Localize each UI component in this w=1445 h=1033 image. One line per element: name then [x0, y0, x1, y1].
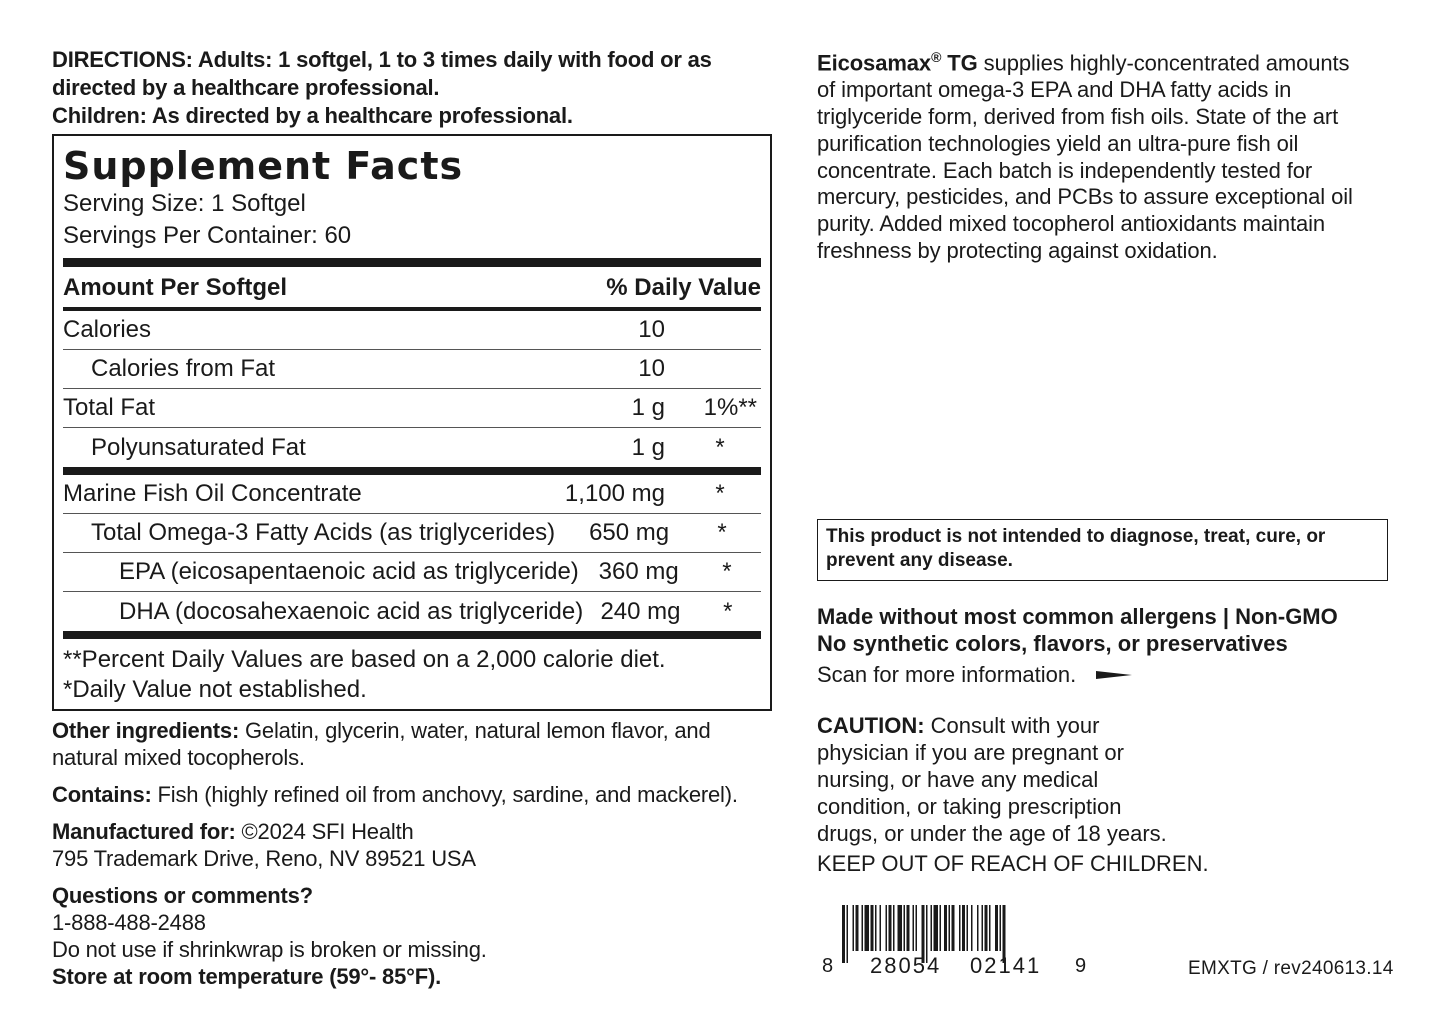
barcode-right-digit: 9 [1075, 955, 1087, 977]
barcode-bar [995, 905, 998, 951]
allergen-line: No synthetic colors, flavors, or preservatives [817, 631, 1288, 656]
nutrient-name: Calories from Fat [91, 355, 276, 382]
description-line: mercury, pesticides, and PCBs to assure exceptional oil [817, 184, 1353, 210]
scan-prompt [817, 661, 1132, 688]
nutrient-dv: 1%** [703, 394, 757, 421]
barcode-bar [865, 905, 870, 951]
thick-divider [63, 258, 761, 267]
storage-instructions: Store at room temperature (59°- 85°F). [52, 964, 441, 989]
revision-code: EMXTG / rev240613.14 [1188, 958, 1394, 979]
other-ingredients-text-2: natural mixed tocopherols. [52, 745, 305, 770]
barcode-bar [982, 905, 984, 951]
description-line: purity. Added mixed tocopherol antioxidants maintain [817, 211, 1326, 237]
keep-out-of-reach: KEEP OUT OF REACH OF CHILDREN. [817, 851, 1209, 876]
barcode-bar [962, 905, 965, 951]
barcode-bar [847, 905, 849, 963]
heavy-divider [63, 631, 761, 639]
ingredient-dv: * [723, 597, 733, 625]
nutrient-row [63, 389, 761, 428]
shrinkwrap-warning: Do not use if shrinkwrap is broken or missing. [52, 937, 487, 962]
barcode-left-digit: 8 [822, 955, 834, 977]
ingredient-amount: 650 mg [589, 519, 670, 546]
contains-label: Contains: [52, 782, 152, 807]
ingredient-row [63, 514, 761, 553]
footnote-daily-values: **Percent Daily Values are based on a 2,000 calorie diet. [63, 646, 666, 673]
description-line: freshness by protecting against oxidation. [817, 237, 1218, 263]
disclaimer-line: prevent any disease. [826, 550, 1013, 571]
ingredient-name: DHA (docosahexaenoic acid as triglyceride) [119, 597, 584, 625]
allergen-line: Made without most common allergens | Non-GMO [817, 604, 1338, 629]
description-line: triglyceride form, derived from fish oils. State of the art [817, 103, 1339, 129]
nutrient-amount: 10 [638, 355, 665, 382]
nutrient-dv: * [715, 433, 725, 461]
other-ingredients-label: Other ingredients: [52, 718, 240, 743]
brand-suffix: TG [941, 50, 978, 76]
ingredient-amount: 360 mg [598, 558, 679, 585]
fda-disclaimer [817, 519, 1388, 581]
barcode-bar [886, 905, 888, 951]
manufacturer-address: 795 Trademark Drive, Reno, NV 89521 USA [52, 846, 476, 871]
facts-title: Supplement Facts [63, 144, 464, 188]
barcode-bar [959, 905, 961, 951]
caution-line: drugs, or under the age of 18 years. [817, 821, 1167, 846]
ingredient-dv: * [717, 519, 727, 546]
ingredient-dv: * [715, 480, 725, 507]
footnotes [63, 639, 761, 705]
serving-size: Serving Size: 1 Softgel [63, 190, 306, 217]
daily-value-header: % Daily Value [606, 274, 761, 301]
barcode-bar [862, 905, 864, 951]
manufacturer [52, 818, 792, 872]
manufactured-label: Manufactured for: [52, 819, 236, 844]
barcode-bar [944, 905, 947, 951]
barcode-bar [853, 905, 855, 951]
caution-label: CAUTION: [817, 713, 925, 738]
barcode-bar [971, 905, 973, 951]
directions-children: Children: As directed by a healthcare professional. [52, 103, 573, 128]
barcode-bar [989, 905, 991, 951]
footnote-not-established: *Daily Value not established. [63, 676, 367, 703]
contains [52, 781, 792, 808]
barcode-bar [889, 905, 892, 951]
ingredient-name: Marine Fish Oil Concentrate [63, 480, 362, 507]
ingredient-row [63, 592, 761, 631]
nutrient-amount: 10 [638, 316, 665, 343]
product-description [817, 44, 1397, 265]
nutrient-row [63, 428, 761, 467]
upc-barcode [822, 905, 1092, 985]
ingredient-row [63, 553, 761, 592]
caution-line: condition, or taking prescription [817, 794, 1122, 819]
ingredient-dv: * [722, 558, 732, 585]
amount-header: Amount Per Softgel [63, 274, 288, 301]
nutrient-row [63, 350, 761, 389]
directions-line: directed by a healthcare professional. [52, 75, 440, 100]
manufactured-text: ©2024 SFI Health [235, 819, 414, 844]
barcode-bar [1000, 905, 1002, 951]
description-line: of important omega-3 EPA and DHA fatty acids in [817, 77, 1292, 103]
ingredient-row [63, 475, 761, 514]
caution-line: nursing, or have any medical [817, 767, 1099, 792]
description-line: supplies highly-concentrated amounts [977, 50, 1350, 76]
barcode-bar [893, 905, 895, 951]
description-line: concentrate. Each batch is independently tested for [817, 157, 1313, 183]
nutrient-name: Total Fat [63, 394, 156, 421]
nutrient-row [63, 311, 761, 350]
arrow-right-icon [1096, 669, 1132, 681]
barcode-bar [940, 905, 942, 951]
nutrient-name: Polyunsaturated Fat [91, 433, 306, 461]
barcode-bar [856, 905, 859, 951]
allergen-statement [817, 603, 1417, 657]
nutrient-amount: 1 g [631, 394, 665, 421]
barcode-group-2: 02141 [970, 953, 1042, 978]
barcode-bar [952, 905, 955, 951]
nutrient-name: Calories [63, 316, 152, 343]
scan-text: Scan for more information. [817, 662, 1077, 687]
heavy-divider [63, 467, 761, 475]
barcode-bar [949, 905, 951, 951]
nutrient-amount: 1 g [631, 433, 665, 461]
barcode-bar [904, 905, 906, 951]
amount-header-row [63, 267, 761, 307]
phone-number: 1-888-488-2488 [52, 910, 206, 935]
brand-name: Eicosamax [817, 50, 932, 76]
left-column [52, 46, 792, 990]
directions-line: DIRECTIONS: Adults: 1 softgel, 1 to 3 times daily with food or as [52, 47, 712, 72]
caution-line: physician if you are pregnant or [817, 740, 1124, 765]
barcode-bar [985, 905, 988, 951]
ingredient-name: Total Omega-3 Fatty Acids (as triglycerides) [91, 519, 556, 546]
other-ingredients-text: Gelatin, glycerin, water, natural lemon flavor, and [239, 718, 711, 743]
barcode-bar [916, 905, 918, 951]
caution-warning [817, 712, 1237, 847]
barcode-bar [898, 905, 903, 951]
barcode-bar [842, 905, 845, 963]
directions [52, 46, 792, 130]
barcode-bar [913, 905, 915, 951]
questions [52, 882, 792, 990]
barcode-bar [880, 905, 882, 951]
barcode-bar [871, 905, 874, 951]
disclaimer-line: This product is not intended to diagnose, treat, cure, or [826, 526, 1326, 547]
barcode-group-1: 28054 [870, 953, 942, 978]
barcode-bar [875, 905, 877, 951]
registered-mark: ® [931, 49, 942, 65]
barcode-bar [934, 905, 939, 951]
supplement-facts-panel [52, 134, 772, 711]
description-line: purification technologies yield an ultra-pure fish oil [817, 130, 1299, 156]
barcode-bar [967, 905, 969, 951]
servings-per-container: Servings Per Container: 60 [63, 222, 352, 249]
barcode-bar [931, 905, 933, 951]
ingredient-amount: 1,100 mg [564, 480, 665, 507]
questions-label: Questions or comments? [52, 883, 313, 908]
ingredient-amount: 240 mg [600, 597, 681, 625]
barcode-bar [907, 905, 910, 951]
ingredient-name: EPA (eicosapentaenoic acid as triglyceride) [119, 558, 579, 585]
caution-line: Consult with your [924, 713, 1100, 738]
contains-text: Fish (highly refined oil from anchovy, sardine, and mackerel). [151, 782, 738, 807]
other-ingredients [52, 717, 792, 771]
barcode-bar [977, 905, 979, 951]
